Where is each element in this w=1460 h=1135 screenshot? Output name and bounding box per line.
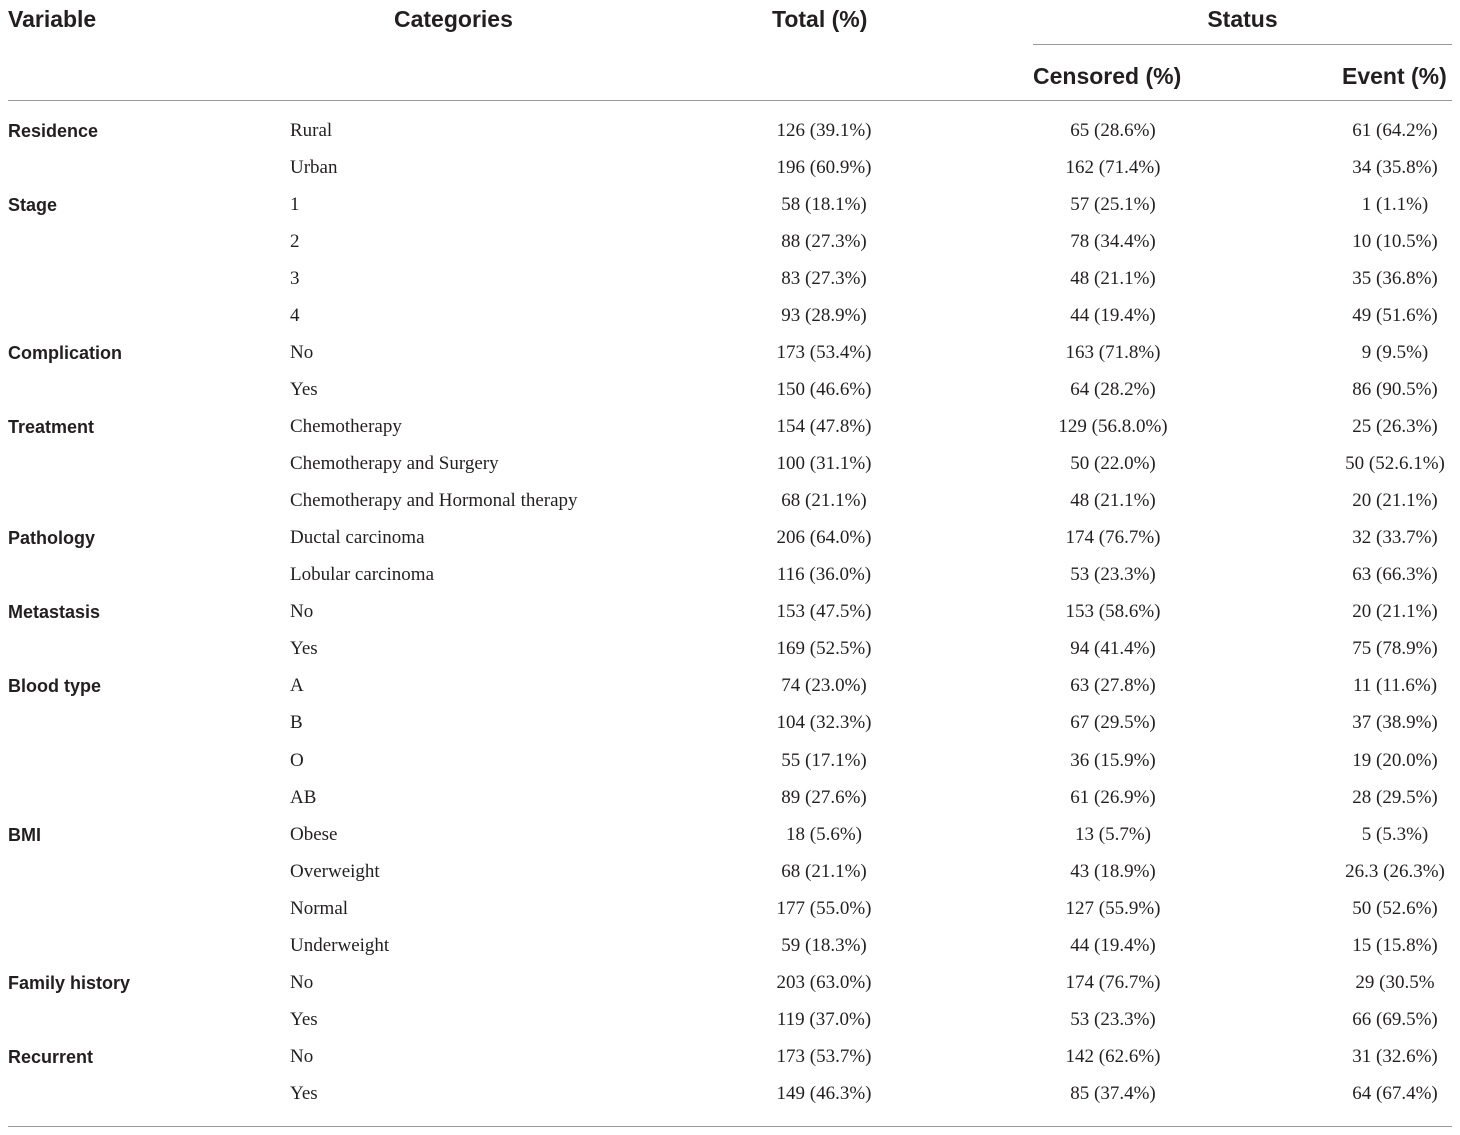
category-cell: Lobular carcinoma (290, 564, 435, 585)
censored-cell: 63 (27.8%) (1070, 675, 1156, 696)
total-cell: 93 (28.9%) (781, 305, 867, 326)
variable-cell: BMI (8, 825, 41, 845)
total-cell: 169 (52.5%) (776, 638, 872, 659)
status-divider (1033, 44, 1452, 45)
category-cell: Chemotherapy and Surgery (290, 453, 499, 474)
total-cell: 206 (64.0%) (776, 527, 872, 548)
event-cell: 20 (21.1%) (1352, 490, 1438, 511)
censored-cell: 36 (15.9%) (1070, 750, 1156, 771)
total-cell: 153 (47.5%) (776, 601, 872, 622)
total-cell: 88 (27.3%) (781, 231, 867, 252)
category-cell: Obese (290, 824, 338, 845)
censored-cell: 127 (55.9%) (1065, 898, 1161, 919)
event-cell: 66 (69.5%) (1352, 1009, 1438, 1030)
category-cell: Rural (290, 120, 333, 141)
total-cell: 173 (53.7%) (776, 1046, 872, 1067)
censored-cell: 43 (18.9%) (1070, 861, 1156, 882)
category-cell: 1 (290, 194, 300, 215)
category-cell: 3 (290, 268, 300, 289)
censored-cell: 94 (41.4%) (1070, 638, 1156, 659)
header-categories: Categories (394, 6, 513, 32)
category-cell: Chemotherapy (290, 416, 402, 437)
total-cell: 203 (63.0%) (776, 972, 872, 993)
censored-cell: 44 (19.4%) (1070, 935, 1156, 956)
category-cell: Urban (290, 157, 338, 178)
total-cell: 68 (21.1%) (781, 490, 867, 511)
variable-cell: Treatment (8, 417, 95, 437)
total-cell: 83 (27.3%) (781, 268, 867, 289)
censored-cell: 142 (62.6%) (1065, 1046, 1161, 1067)
header-variable: Variable (8, 6, 97, 32)
event-cell: 31 (32.6%) (1352, 1046, 1438, 1067)
category-cell: Yes (290, 1083, 318, 1104)
category-cell: No (290, 1046, 314, 1067)
variable-cell: Recurrent (8, 1047, 94, 1067)
censored-cell: 61 (26.9%) (1070, 787, 1156, 808)
category-cell: Ductal carcinoma (290, 527, 425, 548)
category-cell: Yes (290, 638, 318, 659)
event-cell: 1 (1.1%) (1361, 194, 1429, 215)
variable-cell: Residence (8, 121, 99, 141)
event-cell: 25 (26.3%) (1352, 416, 1438, 437)
category-cell: 2 (290, 231, 300, 252)
category-cell: Overweight (290, 861, 380, 882)
variable-cell: Family history (8, 973, 131, 993)
category-cell: 4 (290, 305, 300, 326)
event-cell: 29 (30.5% (1355, 972, 1435, 993)
censored-cell: 44 (19.4%) (1070, 305, 1156, 326)
event-cell: 5 (5.3%) (1361, 824, 1429, 845)
event-cell: 63 (66.3%) (1352, 564, 1438, 585)
censored-cell: 65 (28.6%) (1070, 120, 1156, 141)
category-cell: No (290, 342, 314, 363)
total-cell: 55 (17.1%) (781, 750, 867, 771)
event-cell: 32 (33.7%) (1352, 527, 1438, 548)
event-cell: 28 (29.5%) (1352, 787, 1438, 808)
total-cell: 126 (39.1%) (776, 120, 872, 141)
total-cell: 89 (27.6%) (781, 787, 867, 808)
total-cell: 196 (60.9%) (776, 157, 872, 178)
header-total: Total (%) (772, 6, 868, 32)
total-cell: 18 (5.6%) (786, 824, 862, 845)
censored-cell: 129 (56.8.0%) (1058, 416, 1168, 437)
variable-cell: Pathology (8, 528, 96, 548)
event-cell: 64 (67.4%) (1352, 1083, 1438, 1104)
censored-cell: 13 (5.7%) (1075, 824, 1151, 845)
category-cell: O (290, 750, 304, 771)
censored-cell: 85 (37.4%) (1070, 1083, 1156, 1104)
total-cell: 150 (46.6%) (776, 379, 872, 400)
total-cell: 119 (37.0%) (776, 1009, 872, 1030)
event-cell: 75 (78.9%) (1352, 638, 1438, 659)
total-cell: 59 (18.3%) (781, 935, 867, 956)
total-cell: 149 (46.3%) (776, 1083, 872, 1104)
category-cell: Normal (290, 898, 349, 919)
event-cell: 26.3 (26.3%) (1345, 861, 1445, 882)
total-cell: 116 (36.0%) (776, 564, 872, 585)
total-cell: 74 (23.0%) (781, 675, 867, 696)
event-cell: 19 (20.0%) (1352, 750, 1438, 771)
censored-cell: 67 (29.5%) (1070, 712, 1156, 733)
censored-cell: 174 (76.7%) (1065, 972, 1161, 993)
bottom-rule (8, 1126, 1452, 1127)
variable-cell: Metastasis (8, 602, 101, 622)
category-cell: AB (290, 787, 317, 808)
event-cell: 61 (64.2%) (1352, 120, 1438, 141)
event-cell: 10 (10.5%) (1352, 231, 1438, 252)
header-event: Event (%) (1342, 63, 1447, 89)
event-cell: 50 (52.6%) (1352, 898, 1438, 919)
category-cell: B (290, 712, 303, 733)
censored-cell: 53 (23.3%) (1070, 564, 1156, 585)
category-cell: Yes (290, 379, 318, 400)
total-cell: 58 (18.1%) (781, 194, 867, 215)
event-cell: 15 (15.8%) (1352, 935, 1438, 956)
total-cell: 104 (32.3%) (776, 712, 872, 733)
event-cell: 9 (9.5%) (1361, 342, 1429, 363)
total-cell: 173 (53.4%) (776, 342, 872, 363)
censored-cell: 50 (22.0%) (1070, 453, 1156, 474)
event-cell: 86 (90.5%) (1352, 379, 1438, 400)
header-status: Status (1207, 6, 1278, 32)
total-cell: 154 (47.8%) (776, 416, 872, 437)
event-cell: 20 (21.1%) (1352, 601, 1438, 622)
event-cell: 50 (52.6.1%) (1345, 453, 1445, 474)
category-cell: Chemotherapy and Hormonal therapy (290, 490, 578, 511)
censored-cell: 174 (76.7%) (1065, 527, 1161, 548)
total-cell: 68 (21.1%) (781, 861, 867, 882)
censored-cell: 53 (23.3%) (1070, 1009, 1156, 1030)
censored-cell: 48 (21.1%) (1070, 268, 1156, 289)
variable-cell: Complication (8, 343, 123, 363)
category-cell: No (290, 972, 314, 993)
event-cell: 37 (38.9%) (1352, 712, 1438, 733)
category-cell: Underweight (290, 935, 390, 956)
censored-cell: 57 (25.1%) (1070, 194, 1156, 215)
category-cell: A (290, 675, 304, 696)
variable-cell: Blood type (8, 676, 101, 696)
censored-cell: 162 (71.4%) (1065, 157, 1161, 178)
censored-cell: 163 (71.8%) (1065, 342, 1161, 363)
censored-cell: 48 (21.1%) (1070, 490, 1156, 511)
category-cell: No (290, 601, 314, 622)
category-cell: Yes (290, 1009, 318, 1030)
event-cell: 34 (35.8%) (1352, 157, 1438, 178)
total-cell: 100 (31.1%) (776, 453, 872, 474)
header-censored: Censored (%) (1033, 63, 1182, 89)
total-cell: 177 (55.0%) (776, 898, 872, 919)
censored-cell: 64 (28.2%) (1070, 379, 1156, 400)
header-rule (8, 100, 1452, 101)
censored-cell: 78 (34.4%) (1070, 231, 1156, 252)
event-cell: 35 (36.8%) (1352, 268, 1438, 289)
event-cell: 11 (11.6%) (1352, 675, 1438, 696)
censored-cell: 153 (58.6%) (1065, 601, 1161, 622)
variable-cell: Stage (8, 195, 58, 215)
event-cell: 49 (51.6%) (1352, 305, 1438, 326)
